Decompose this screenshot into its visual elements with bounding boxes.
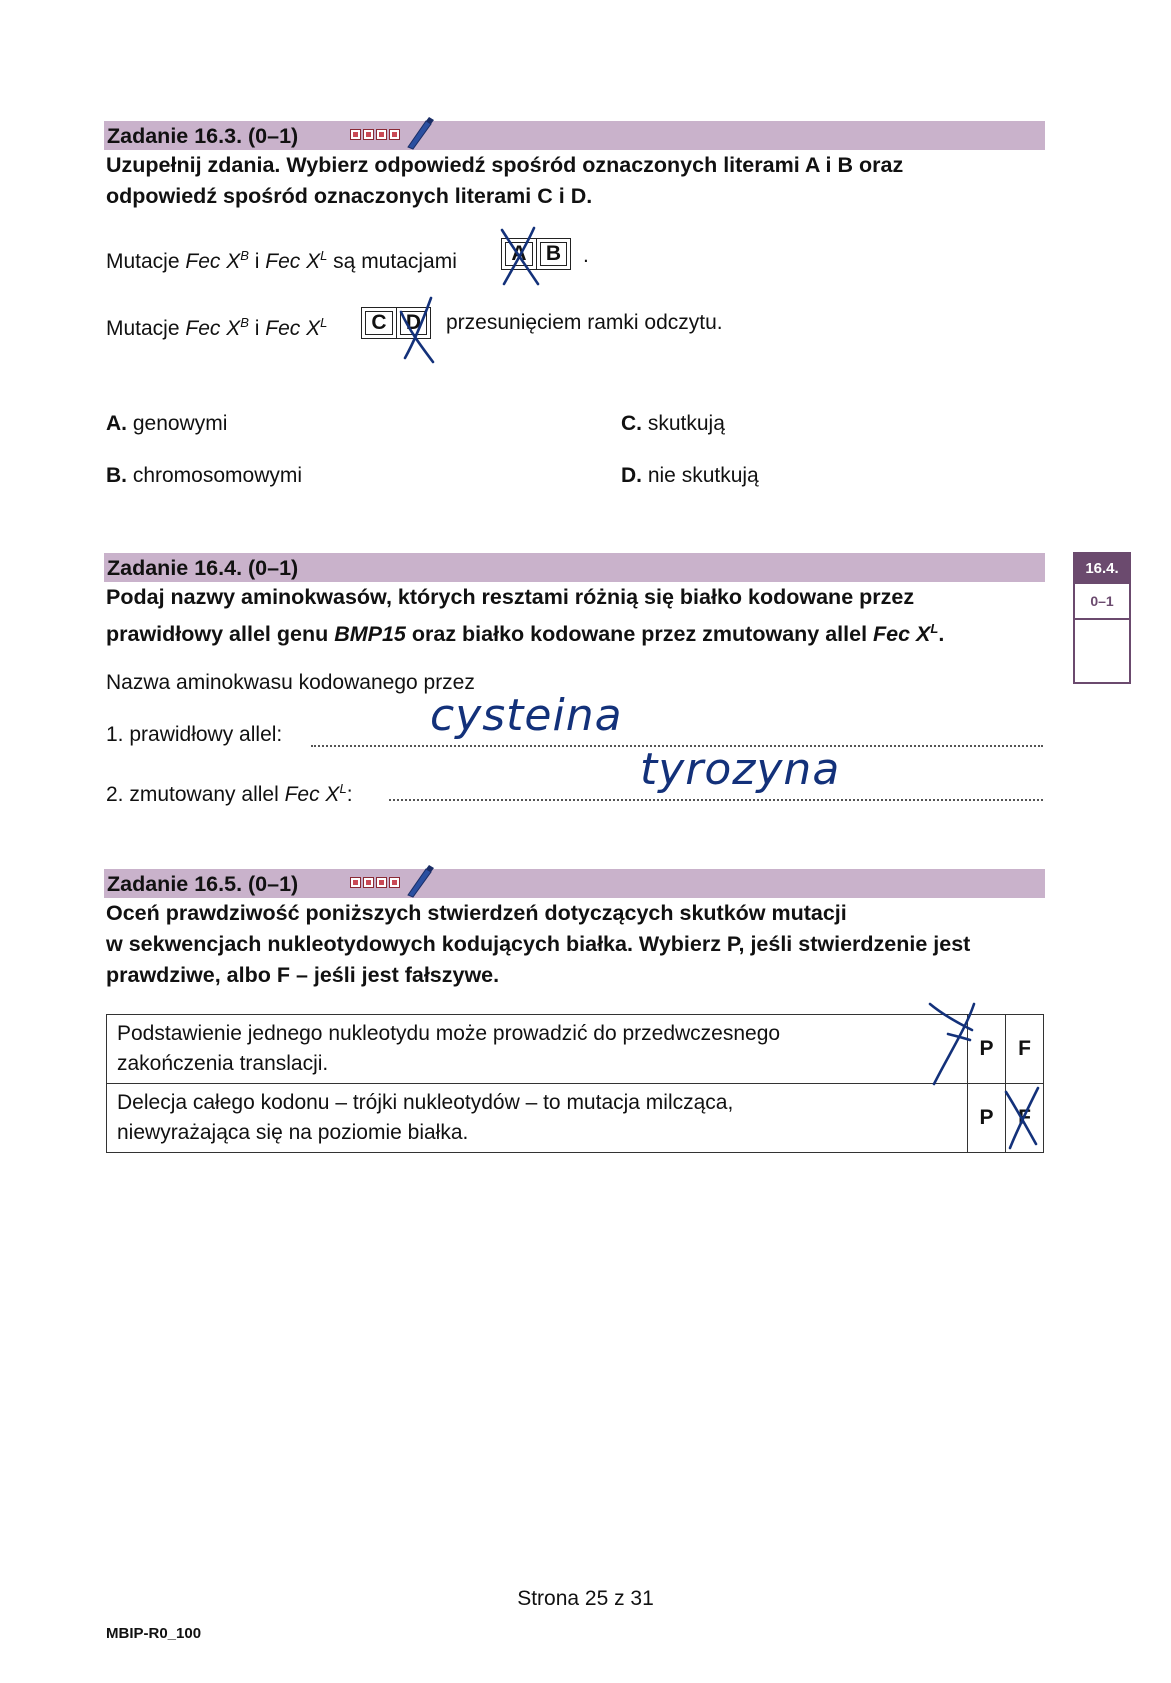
statement-1-f[interactable]: F bbox=[1006, 1015, 1044, 1084]
score-box-label: 16.4. bbox=[1075, 554, 1129, 584]
statement-1-p[interactable]: P bbox=[968, 1015, 1006, 1084]
pencil-icon bbox=[404, 863, 434, 899]
score-box-field[interactable] bbox=[1075, 620, 1129, 682]
table-row bbox=[107, 1084, 1044, 1153]
pencil-icon bbox=[404, 115, 434, 151]
answer-2-handwriting: tyrozyna bbox=[640, 744, 841, 795]
option-d-box[interactable]: D bbox=[396, 308, 430, 338]
sentence-1-end: . bbox=[583, 244, 589, 267]
cross-mark-statement-1-p-icon bbox=[926, 1000, 986, 1090]
option-b-text: B. chromosomowymi bbox=[106, 464, 303, 487]
exam-code: MBIP-R0_100 bbox=[106, 1625, 202, 1642]
sentence-2: Mutacje Fec $X^B$ i Fec $X^L$ bbox=[106, 315, 328, 340]
score-box-points: 0–1 bbox=[1075, 584, 1129, 620]
score-box bbox=[1073, 552, 1131, 684]
cross-mark-option-a-icon bbox=[496, 226, 546, 288]
option-b-box[interactable]: B bbox=[536, 239, 570, 269]
sentence-1: Mutacje Fec $X^B$ i Fec $X^L$ są mutacjami bbox=[106, 248, 457, 273]
task-16-3-header bbox=[104, 121, 1045, 150]
answer-2-label: 2. zmutowany allel Fec $X^L$: bbox=[106, 781, 353, 806]
cross-mark-statement-2-f-icon bbox=[998, 1082, 1048, 1152]
computer-boxes-icon bbox=[350, 877, 400, 890]
true-false-table bbox=[106, 1014, 1044, 1153]
sentence-2-end: przesunięciem ramki odczytu. bbox=[446, 311, 723, 334]
option-c-text: C. skutkują bbox=[621, 412, 725, 435]
task-16-5-header bbox=[104, 869, 1045, 898]
task-16-3-title: Zadanie 16.3. (0–1) bbox=[107, 124, 299, 148]
statement-2-f[interactable]: F bbox=[1006, 1084, 1044, 1153]
task-16-3-question: Uzupełnij zdania. Wybierz odpowiedź spośród oznaczonych literami A i B oraz odpowiedź spośród oznaczonych literami C i D. bbox=[106, 153, 904, 208]
answer-2-line[interactable] bbox=[389, 797, 1043, 801]
option-a-text: A. genowymi bbox=[106, 412, 228, 435]
answer-1-label: 1. prawidłowy allel: bbox=[106, 723, 283, 746]
task-16-4-question: Podaj nazwy aminokwasów, których resztami różnią się białko kodowane przez prawidłowy allel genu BMP15 oraz białko kodowane przez zmutowany allel Fec $X^L$. bbox=[106, 585, 945, 647]
cross-mark-option-d-icon bbox=[393, 296, 443, 366]
option-d-text: D. nie skutkują bbox=[621, 464, 759, 487]
answer-intro: Nazwa aminokwasu kodowanego przez bbox=[106, 671, 475, 694]
answer-1-handwriting: cysteina bbox=[430, 690, 623, 741]
task-16-4-title: Zadanie 16.4. (0–1) bbox=[107, 556, 299, 580]
option-c-box[interactable]: C bbox=[362, 308, 396, 338]
table-row bbox=[107, 1015, 1044, 1084]
statement-1: Podstawienie jednego nukleotydu może prowadzić do przedwczesnego zakończenia translacji. bbox=[107, 1015, 968, 1084]
option-a-box[interactable]: A bbox=[502, 239, 536, 269]
task-16-5-title: Zadanie 16.5. (0–1) bbox=[107, 872, 299, 896]
statement-2-p[interactable]: P bbox=[968, 1084, 1006, 1153]
statement-2: Delecja całego kodonu – trójki nukleotydów – to mutacja milcząca, niewyrażająca się na poziomie białka. bbox=[107, 1084, 968, 1153]
computer-boxes-icon bbox=[350, 129, 400, 142]
page-number: Strona 25 z 31 bbox=[517, 1587, 654, 1610]
task-16-4-header bbox=[104, 553, 1045, 582]
task-16-5-question: Oceń prawdziwość poniższych stwierdzeń dotyczących skutków mutacji w sekwencjach nukleotydowych kodujących białka. Wybierz P, jeśli stwierdzenie jest prawdziwe, albo F – jeśli jest fałszywe. bbox=[106, 901, 971, 987]
